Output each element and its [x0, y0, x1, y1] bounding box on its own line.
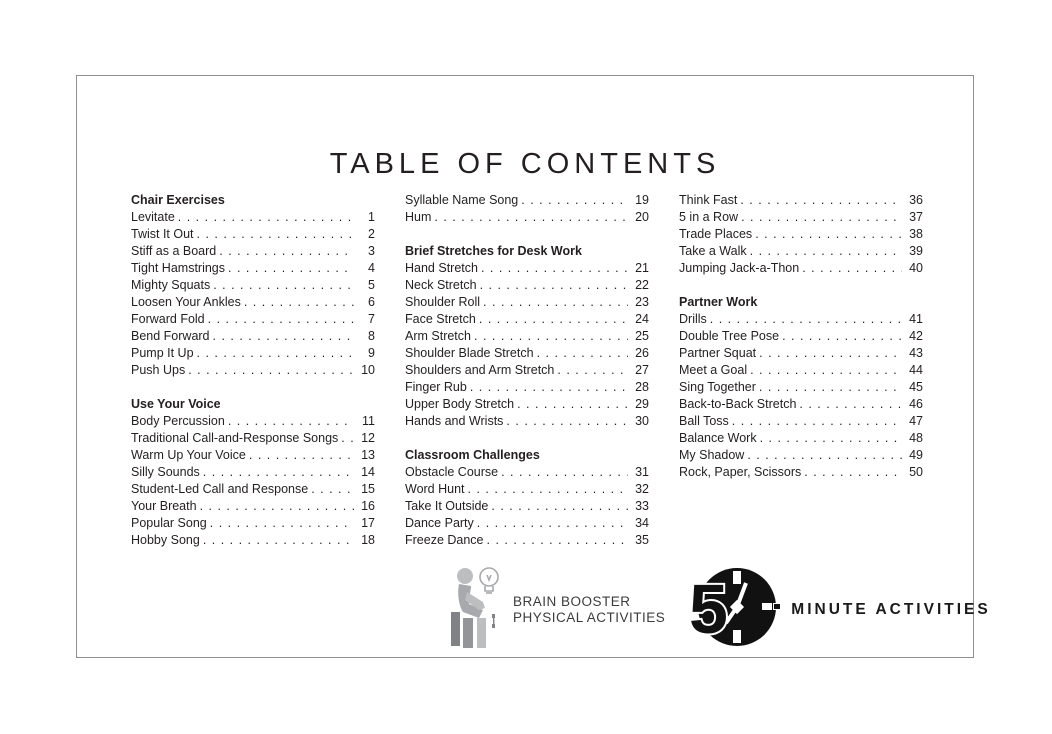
toc-entry-page-number: 36 [909, 193, 923, 207]
toc-entry-page-number: 28 [635, 380, 649, 394]
toc-entry [131, 515, 375, 532]
toc-entry-label: Obstacle Course [405, 465, 499, 479]
toc-entry-label: Pump It Up [131, 346, 194, 360]
toc-entry-label: Hand Stretch [405, 261, 478, 275]
toc-entry [405, 532, 649, 549]
dot-leader [203, 532, 354, 549]
dot-leader [521, 192, 628, 209]
toc-entry-label: Shoulders and Arm Stretch [405, 363, 555, 377]
dot-leader [228, 413, 354, 430]
toc-entry-label: Your Breath [131, 499, 197, 513]
toc-entry-label: Trade Places [679, 227, 753, 241]
toc-entry-label: Popular Song [131, 516, 207, 530]
toc-entry-page-number: 3 [368, 244, 375, 258]
clock-number-5: 5 [689, 569, 729, 648]
dot-leader [481, 260, 628, 277]
brain-booster-label [513, 594, 665, 626]
toc-entry-label: Loosen Your Ankles [131, 295, 241, 309]
dot-leader [747, 447, 902, 464]
toc-entry-label: Word Hunt [405, 482, 465, 496]
toc-entry [405, 294, 649, 311]
dot-leader [468, 481, 628, 498]
toc-entry-page-number: 23 [635, 295, 649, 309]
dot-leader [710, 311, 902, 328]
dot-leader [208, 311, 354, 328]
toc-entry [679, 226, 923, 243]
toc-entry [679, 447, 923, 464]
toc-entry [679, 311, 923, 328]
dot-leader [197, 345, 354, 362]
toc-entry-label: Take a Walk [679, 244, 747, 258]
toc-entry-page-number: 40 [909, 261, 923, 275]
toc-entry [679, 396, 923, 413]
toc-entry-page-number: 42 [909, 329, 923, 343]
dot-leader [197, 226, 354, 243]
toc-entry-page-number: 41 [909, 312, 923, 326]
toc-entry [405, 379, 649, 396]
toc-entry-label: Freeze Dance [405, 533, 484, 547]
dot-leader [219, 243, 354, 260]
dot-leader [759, 379, 902, 396]
dot-leader [782, 328, 902, 345]
toc-entry-label: Mighty Squats [131, 278, 211, 292]
toc-entry [131, 498, 375, 515]
dot-leader [804, 464, 902, 481]
exercising-person-lightbulb-icon [449, 562, 505, 659]
toc-entry-label: Finger Rub [405, 380, 467, 394]
toc-entry-page-number: 17 [361, 516, 375, 530]
toc-entry-page-number: 38 [909, 227, 923, 241]
toc-entry [405, 413, 649, 430]
brand-line-2: PHYSICAL ACTIVITIES [513, 610, 666, 625]
dot-leader [341, 430, 354, 447]
dot-leader [311, 481, 354, 498]
toc-entry [131, 243, 375, 260]
toc-entry-label: Sing Together [679, 380, 756, 394]
dot-leader [732, 413, 902, 430]
toc-entry [405, 464, 649, 481]
toc-entry-page-number: 22 [635, 278, 649, 292]
toc-entry-page-number: 11 [362, 414, 375, 428]
toc-entry-label: Hum [405, 210, 432, 224]
toc-entry [131, 430, 375, 447]
toc-entry [131, 209, 375, 226]
toc-entry-label: Partner Squat [679, 346, 757, 360]
toc-entry-page-number: 21 [635, 261, 649, 275]
dot-leader [802, 260, 902, 277]
toc-entry-page-number: 9 [368, 346, 375, 360]
toc-entry [679, 464, 923, 481]
dot-leader [470, 379, 628, 396]
toc-entry-label: Traditional Call-and-Response Songs [131, 431, 339, 445]
toc-section-header: Partner Work [679, 295, 758, 309]
toc-entry-page-number: 20 [635, 210, 649, 224]
toc-entry-page-number: 1 [368, 210, 375, 224]
toc-entry-label: Think Fast [679, 193, 738, 207]
toc-entry-label: My Shadow [679, 448, 745, 462]
five-minute-clock-icon [687, 565, 781, 656]
toc-entry [405, 481, 649, 498]
toc-entry-label: Tight Hamstrings [131, 261, 226, 275]
dot-leader [480, 277, 628, 294]
toc-entry-page-number: 26 [635, 346, 649, 360]
toc-entry-page-number: 32 [635, 482, 649, 496]
toc-entry-page-number: 47 [909, 414, 923, 428]
toc-entry [131, 328, 375, 345]
toc-entry-label: Rock, Paper, Scissors [679, 465, 802, 479]
toc-entry-label: Forward Fold [131, 312, 205, 326]
toc-entry [405, 498, 649, 515]
toc-column-3 [679, 192, 923, 549]
toc-entry-page-number: 29 [635, 397, 649, 411]
toc-entry-page-number: 39 [909, 244, 923, 258]
toc-entry [679, 345, 923, 362]
dot-leader [200, 498, 354, 515]
toc-entry-label: Warm Up Your Voice [131, 448, 246, 462]
toc-entry-label: Syllable Name Song [405, 193, 519, 207]
toc-entry [679, 362, 923, 379]
dot-leader [434, 209, 628, 226]
toc-entry-label: Twist It Out [131, 227, 194, 241]
toc-entry-page-number: 35 [635, 533, 649, 547]
toc-section-header: Chair Exercises [131, 193, 225, 207]
dot-leader [760, 430, 902, 447]
toc-entry-page-number: 6 [368, 295, 375, 309]
toc-entry [405, 515, 649, 532]
dot-leader [210, 515, 354, 532]
toc-entry-page-number: 44 [909, 363, 923, 377]
toc-entry-label: Jumping Jack-a-Thon [679, 261, 800, 275]
toc-entry-label: Neck Stretch [405, 278, 477, 292]
toc-entry-label: Hands and Wrists [405, 414, 504, 428]
dot-leader [213, 328, 354, 345]
toc-entry [131, 294, 375, 311]
toc-entry-label: Take It Outside [405, 499, 489, 513]
toc-entry-label: Face Stretch [405, 312, 476, 326]
minute-activities-label: MINUTE ACTIVITIES [791, 601, 991, 618]
toc-entry-label: Ball Toss [679, 414, 729, 428]
toc-entry-page-number: 10 [361, 363, 375, 377]
toc-entry-page-number: 43 [909, 346, 923, 360]
toc-entry [405, 277, 649, 294]
dot-leader [213, 277, 354, 294]
toc-entry-label: Arm Stretch [405, 329, 471, 343]
toc-entry-page-number: 14 [361, 465, 375, 479]
toc-entry-label: Meet a Goal [679, 363, 748, 377]
dot-leader [557, 362, 628, 379]
toc-entry [405, 260, 649, 277]
toc-entry-page-number: 2 [368, 227, 375, 241]
toc-entry-page-number: 37 [909, 210, 923, 224]
toc-entry [131, 413, 375, 430]
dot-leader [750, 243, 902, 260]
toc-entry [131, 447, 375, 464]
toc-entry-page-number: 4 [368, 261, 375, 275]
toc-entry-label: Hobby Song [131, 533, 200, 547]
toc-entry-label: Drills [679, 312, 707, 326]
toc-entry [679, 260, 923, 277]
toc-entry-page-number: 49 [909, 448, 923, 462]
toc-entry [405, 396, 649, 413]
dot-leader [517, 396, 628, 413]
dot-leader [203, 464, 354, 481]
toc-entry-page-number: 45 [909, 380, 923, 394]
toc-entry-label: Bend Forward [131, 329, 210, 343]
toc-section-header: Use Your Voice [131, 397, 221, 411]
toc-entry-label: Shoulder Roll [405, 295, 481, 309]
toc-entry [679, 243, 923, 260]
toc-entry [679, 379, 923, 396]
toc-entry [405, 209, 649, 226]
toc-entry [679, 328, 923, 345]
dot-leader [228, 260, 354, 277]
toc-entry-label: Upper Body Stretch [405, 397, 515, 411]
toc-entry-label: 5 in a Row [679, 210, 739, 224]
dot-leader [178, 209, 354, 226]
toc-entry [131, 277, 375, 294]
toc-entry [405, 345, 649, 362]
footer-branding [449, 562, 991, 658]
dot-leader [249, 447, 354, 464]
toc-entry [131, 345, 375, 362]
toc-entry [131, 464, 375, 481]
toc-entry-page-number: 50 [909, 465, 923, 479]
toc-entry [405, 192, 649, 209]
toc-entry-page-number: 5 [368, 278, 375, 292]
toc-entry-page-number: 33 [635, 499, 649, 513]
toc-entry-page-number: 46 [909, 397, 923, 411]
toc-entry-label: Balance Work [679, 431, 757, 445]
dot-leader [483, 294, 628, 311]
toc-column-2 [405, 192, 649, 549]
dot-leader [477, 515, 628, 532]
toc-entry-page-number: 34 [635, 516, 649, 530]
dot-leader [491, 498, 628, 515]
dot-leader [537, 345, 628, 362]
toc-entry [405, 362, 649, 379]
toc-entry-page-number: 8 [368, 329, 375, 343]
toc-section-header: Brief Stretches for Desk Work [405, 244, 582, 258]
toc-entry-page-number: 16 [361, 499, 375, 513]
dot-leader [474, 328, 628, 345]
toc-entry-page-number: 30 [635, 414, 649, 428]
toc-entry-label: Silly Sounds [131, 465, 200, 479]
toc-column-1 [131, 192, 375, 549]
toc-entry-page-number: 15 [361, 482, 375, 496]
brand-line-1: BRAIN BOOSTER [513, 593, 631, 609]
toc-entry-page-number: 27 [635, 363, 649, 377]
toc-entry-label: Body Percussion [131, 414, 225, 428]
toc-entry-label: Stiff as a Board [131, 244, 217, 258]
toc-entry [405, 328, 649, 345]
toc-entry-label: Dance Party [405, 516, 474, 530]
toc-entry-page-number: 25 [635, 329, 649, 343]
toc-entry [131, 362, 375, 379]
toc-entry-label: Student-Led Call and Response [131, 482, 309, 496]
toc-entry-label: Levitate [131, 210, 175, 224]
dot-leader [755, 226, 902, 243]
toc-entry [131, 260, 375, 277]
toc-entry [131, 311, 375, 328]
dot-leader [759, 345, 902, 362]
dot-leader [740, 192, 902, 209]
toc-entry [679, 413, 923, 430]
dot-leader [487, 532, 628, 549]
toc-entry-page-number: 24 [635, 312, 649, 326]
toc-page [76, 75, 991, 658]
toc-entry [405, 311, 649, 328]
toc-entry-page-number: 48 [909, 431, 923, 445]
toc-entry [131, 226, 375, 243]
dot-leader [741, 209, 902, 226]
toc-entry-page-number: 12 [361, 431, 375, 445]
toc-section-header: Classroom Challenges [405, 448, 540, 462]
toc-entry [679, 209, 923, 226]
dot-leader [750, 362, 902, 379]
toc-entry [131, 481, 375, 498]
brain-booster-brand [449, 562, 665, 659]
toc-entry-page-number: 18 [361, 533, 375, 547]
toc-entry [679, 430, 923, 447]
toc-columns [131, 192, 923, 549]
dot-leader [479, 311, 628, 328]
toc-entry [131, 532, 375, 549]
dot-leader [506, 413, 628, 430]
dot-leader [501, 464, 628, 481]
page-title: TABLE OF CONTENTS [329, 148, 721, 180]
toc-entry [679, 192, 923, 209]
toc-entry-label: Push Ups [131, 363, 186, 377]
toc-entry-page-number: 13 [361, 448, 375, 462]
toc-entry-label: Back-to-Back Stretch [679, 397, 797, 411]
dot-leader [799, 396, 902, 413]
dot-leader [188, 362, 354, 379]
toc-entry-label: Double Tree Pose [679, 329, 780, 343]
toc-entry-page-number: 7 [368, 312, 375, 326]
toc-entry-page-number: 31 [635, 465, 649, 479]
toc-entry-label: Shoulder Blade Stretch [405, 346, 534, 360]
toc-entry-page-number: 19 [635, 193, 649, 207]
dot-leader [244, 294, 354, 311]
